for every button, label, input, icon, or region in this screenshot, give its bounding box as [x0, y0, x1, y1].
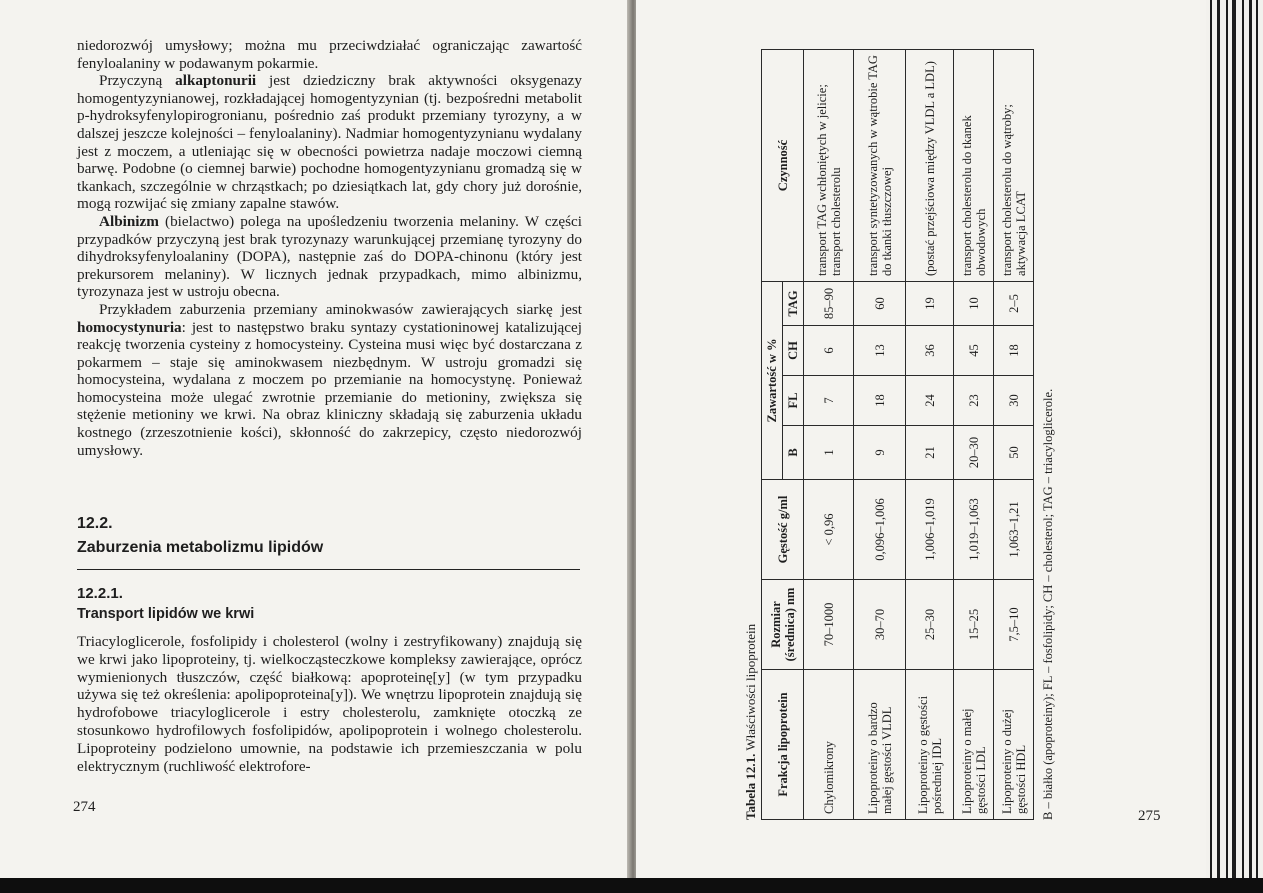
- page-number-right: 275: [1138, 808, 1161, 824]
- table-row: [854, 49, 906, 819]
- cell-density: 0,096–1,006: [854, 480, 906, 580]
- left-page: [0, 0, 628, 880]
- cell-ch: 45: [954, 326, 994, 376]
- cell-fraction: Lipoproteiny o gęstości pośredniej IDL: [906, 670, 954, 820]
- cell-tag: 10: [954, 281, 994, 325]
- table-row: [994, 49, 1034, 819]
- header-b: B: [783, 426, 804, 480]
- body-text-transport: [77, 633, 582, 775]
- cell-function: transport cholesterolu do tkanek obwodowych: [954, 49, 994, 281]
- cell-ch: 13: [854, 326, 906, 376]
- cell-fl: 30: [994, 376, 1034, 426]
- cell-density: 1,006–1,019: [906, 480, 954, 580]
- section-title: Zaburzenia metabolizmu lipidów: [77, 539, 324, 556]
- cell-b: 20–30: [954, 426, 994, 480]
- cell-fraction: Chylomikrony: [804, 670, 854, 820]
- cell-ch: 36: [906, 326, 954, 376]
- header-size: Rozmiar (średnica) nm: [762, 580, 804, 670]
- cell-density: < 0,96: [804, 480, 854, 580]
- cell-b: 9: [854, 426, 906, 480]
- edge-line: [1242, 0, 1244, 893]
- cell-size: 30–70: [854, 580, 906, 670]
- lipoprotein-table: [761, 49, 1034, 820]
- rotated-table-block: [743, 50, 1053, 820]
- edge-line: [1232, 0, 1236, 893]
- cell-tag: 19: [906, 281, 954, 325]
- cell-fraction: Lipoproteiny o dużej gęstości HDL: [994, 670, 1034, 820]
- paragraph-homocystinuria: [77, 301, 582, 459]
- table-caption: [743, 624, 759, 820]
- cell-size: 7,5–10: [994, 580, 1034, 670]
- cell-tag: 2–5: [994, 281, 1034, 325]
- paragraph-transport: Triacyloglicerole, fosfolipidy i cholesterol (wolny i zestryfikowany) znajdują się we krwi jako lipoproteiny, tj. wielkocząsteczkowe kompleksy zawierające, oprócz wymienionych tłuszczów, część białkową: apoproteinę[y] (w tym przypadku używa się też określenia: apolipoproteina[y]). We wnętrzu lipoprotein znajdują się hydrofobowe triacyloglicerole i estry cholesterolu, zamknięte otoczką ze stosunkowo hydrofilowych fosfolipidów, apolipoprotein i wolnego cholesterolu. Lipoproteiny podzielono umownie, na podstawie ich przemieszczania w polu elektrycznym (ruchliwość elektrofore-: [77, 633, 582, 775]
- alk-post: jest dziedziczny brak aktywności oksygenazy homogentyzynianowej, rozkładającej homogentyzynian (tj. bezpośredni metabolit p-hydroksyfenylopirogronianu, pośrednio zaś produkt przemiany tyrozyny, a w dalszej jeszcze kolejności – fenyloalaniny). Nadmiar homogentyzynianu wydalany jest z moczem, a utleniając się w obecności powietrza nadaje moczowi ciemną barwę. Podobne (o ciemnej barwie) pochodne homogentyzynianu gromadzą się w tkankach, szczególnie w chrząstkach; po dziesiątkach lat, gdy chory już dorośnie, mogą rozwijać się zmiany zapalne stawów.: [77, 72, 582, 213]
- table-header-row-1: [762, 49, 783, 819]
- cell-b: 21: [906, 426, 954, 480]
- cell-density: 1,019–1,063: [954, 480, 994, 580]
- scan-bottom-edge: [0, 878, 1263, 893]
- paragraph-albinism: [77, 213, 582, 301]
- cell-tag: 60: [854, 281, 906, 325]
- cell-fl: 7: [804, 376, 854, 426]
- term-alkaptonuria: alkaptonurii: [175, 72, 257, 90]
- hcy-pre: Przykładem zaburzenia przemiany aminokwasów zawierających siarkę jest: [99, 300, 582, 318]
- header-function: Czynność: [762, 49, 804, 281]
- hcy-post: : jest to następstwo braku syntazy cystationinowej katalizującej reakcję tworzenia cysteiny z homocysteiny. Cysteina musi więc być dostarczana z pokarmem – staje się aminokwasem niezbędnym. W ustroju gromadzi się homocysteina, wydalana z moczem po przemianie na homocystynę. Ponieważ homocysteina może ulegać zwrotnie przemianie do metioniny, zwiększa się stężenie metioniny we krwi. Na obraz kliniczny składają się zaburzenia układu kostnego (zrzeszotnienie kości), skłonność do zakrzepicy, często niedorozwój umysłowy.: [77, 318, 582, 459]
- cell-size: 25–30: [906, 580, 954, 670]
- section-rule: [77, 569, 580, 570]
- cell-fraction: Lipoproteiny o małej gęstości LDL: [954, 670, 994, 820]
- alk-pre: Przyczyną: [99, 72, 176, 90]
- cell-b: 50: [994, 426, 1034, 480]
- header-tag: TAG: [783, 281, 804, 325]
- section-number: 12.2.: [77, 515, 113, 532]
- term-homocystinuria: homocystynuria: [77, 318, 182, 336]
- edge-line: [1217, 0, 1220, 893]
- cell-function: transport TAG wchłoniętych w jelicie; transport cholesterolu: [804, 49, 854, 281]
- edge-line: [1256, 0, 1258, 893]
- subsection-title: Transport lipidów we krwi: [77, 606, 255, 622]
- header-ch: CH: [783, 326, 804, 376]
- table-caption-text: Właściwości lipoprotein: [743, 623, 758, 754]
- edge-line: [1210, 0, 1212, 893]
- cell-fl: 18: [854, 376, 906, 426]
- cell-density: 1,063–1,21: [994, 480, 1034, 580]
- cell-size: 70–1000: [804, 580, 854, 670]
- cell-function: (postać przejściowa między VLDL a LDL): [906, 49, 954, 281]
- header-fl: FL: [783, 376, 804, 426]
- edge-line: [1226, 0, 1228, 893]
- term-albinism: Albinizm: [99, 212, 159, 230]
- alb-post: (bielactwo) polega na upośledzeniu tworzenia melaniny. W części przypadków przyczyną jest brak tyrozynazy warunkującej przemianę tyrozyny do dihydroksyfenyloalaniny (DOPA), następnie zaś do DOPA-chinonu (który jest prekursorem melaniny). W licznych jednak przypadkach, mimo albinizmu, tyrozynaza jest w ustroju obecna.: [77, 212, 582, 301]
- cell-fraction: Lipoproteiny o bardzo małej gęstości VLDL: [854, 670, 906, 820]
- paragraph-phenylketonuria-end: niedorozwój umysłowy; można mu przeciwdziałać ograniczając zawartość fenyloalaniny w podawanym pokarmie.: [77, 37, 582, 72]
- subsection-number: 12.2.1.: [77, 585, 123, 602]
- body-text-top: [77, 37, 582, 459]
- cell-b: 1: [804, 426, 854, 480]
- cell-size: 15–25: [954, 580, 994, 670]
- cell-fl: 23: [954, 376, 994, 426]
- header-fraction: Frakcja lipoprotein: [762, 670, 804, 820]
- table-caption-label: Tabela 12.1.: [743, 753, 758, 820]
- table-row: [954, 49, 994, 819]
- cell-function: transport syntetyzowanych w wątrobie TAG do tkanki tłuszczowej: [854, 49, 906, 281]
- cell-function: transport cholesterolu do wątroby; aktywacja LCAT: [994, 49, 1034, 281]
- paragraph-alkaptonuria: [77, 72, 582, 213]
- cell-ch: 18: [994, 326, 1034, 376]
- cell-fl: 24: [906, 376, 954, 426]
- page-number-left: 274: [73, 799, 96, 815]
- table-row: [906, 49, 954, 819]
- table-footnote: B – białko (apoproteiny); FL – fosfolipidy; CH – cholesterol; TAG – triacyloglicerole.: [1041, 388, 1055, 820]
- edge-line: [1249, 0, 1252, 893]
- header-content-group: Zawartość w %: [762, 281, 783, 479]
- cell-tag: 85–90: [804, 281, 854, 325]
- cell-ch: 6: [804, 326, 854, 376]
- table-row: [804, 49, 854, 819]
- header-density: Gęstość g/ml: [762, 480, 804, 580]
